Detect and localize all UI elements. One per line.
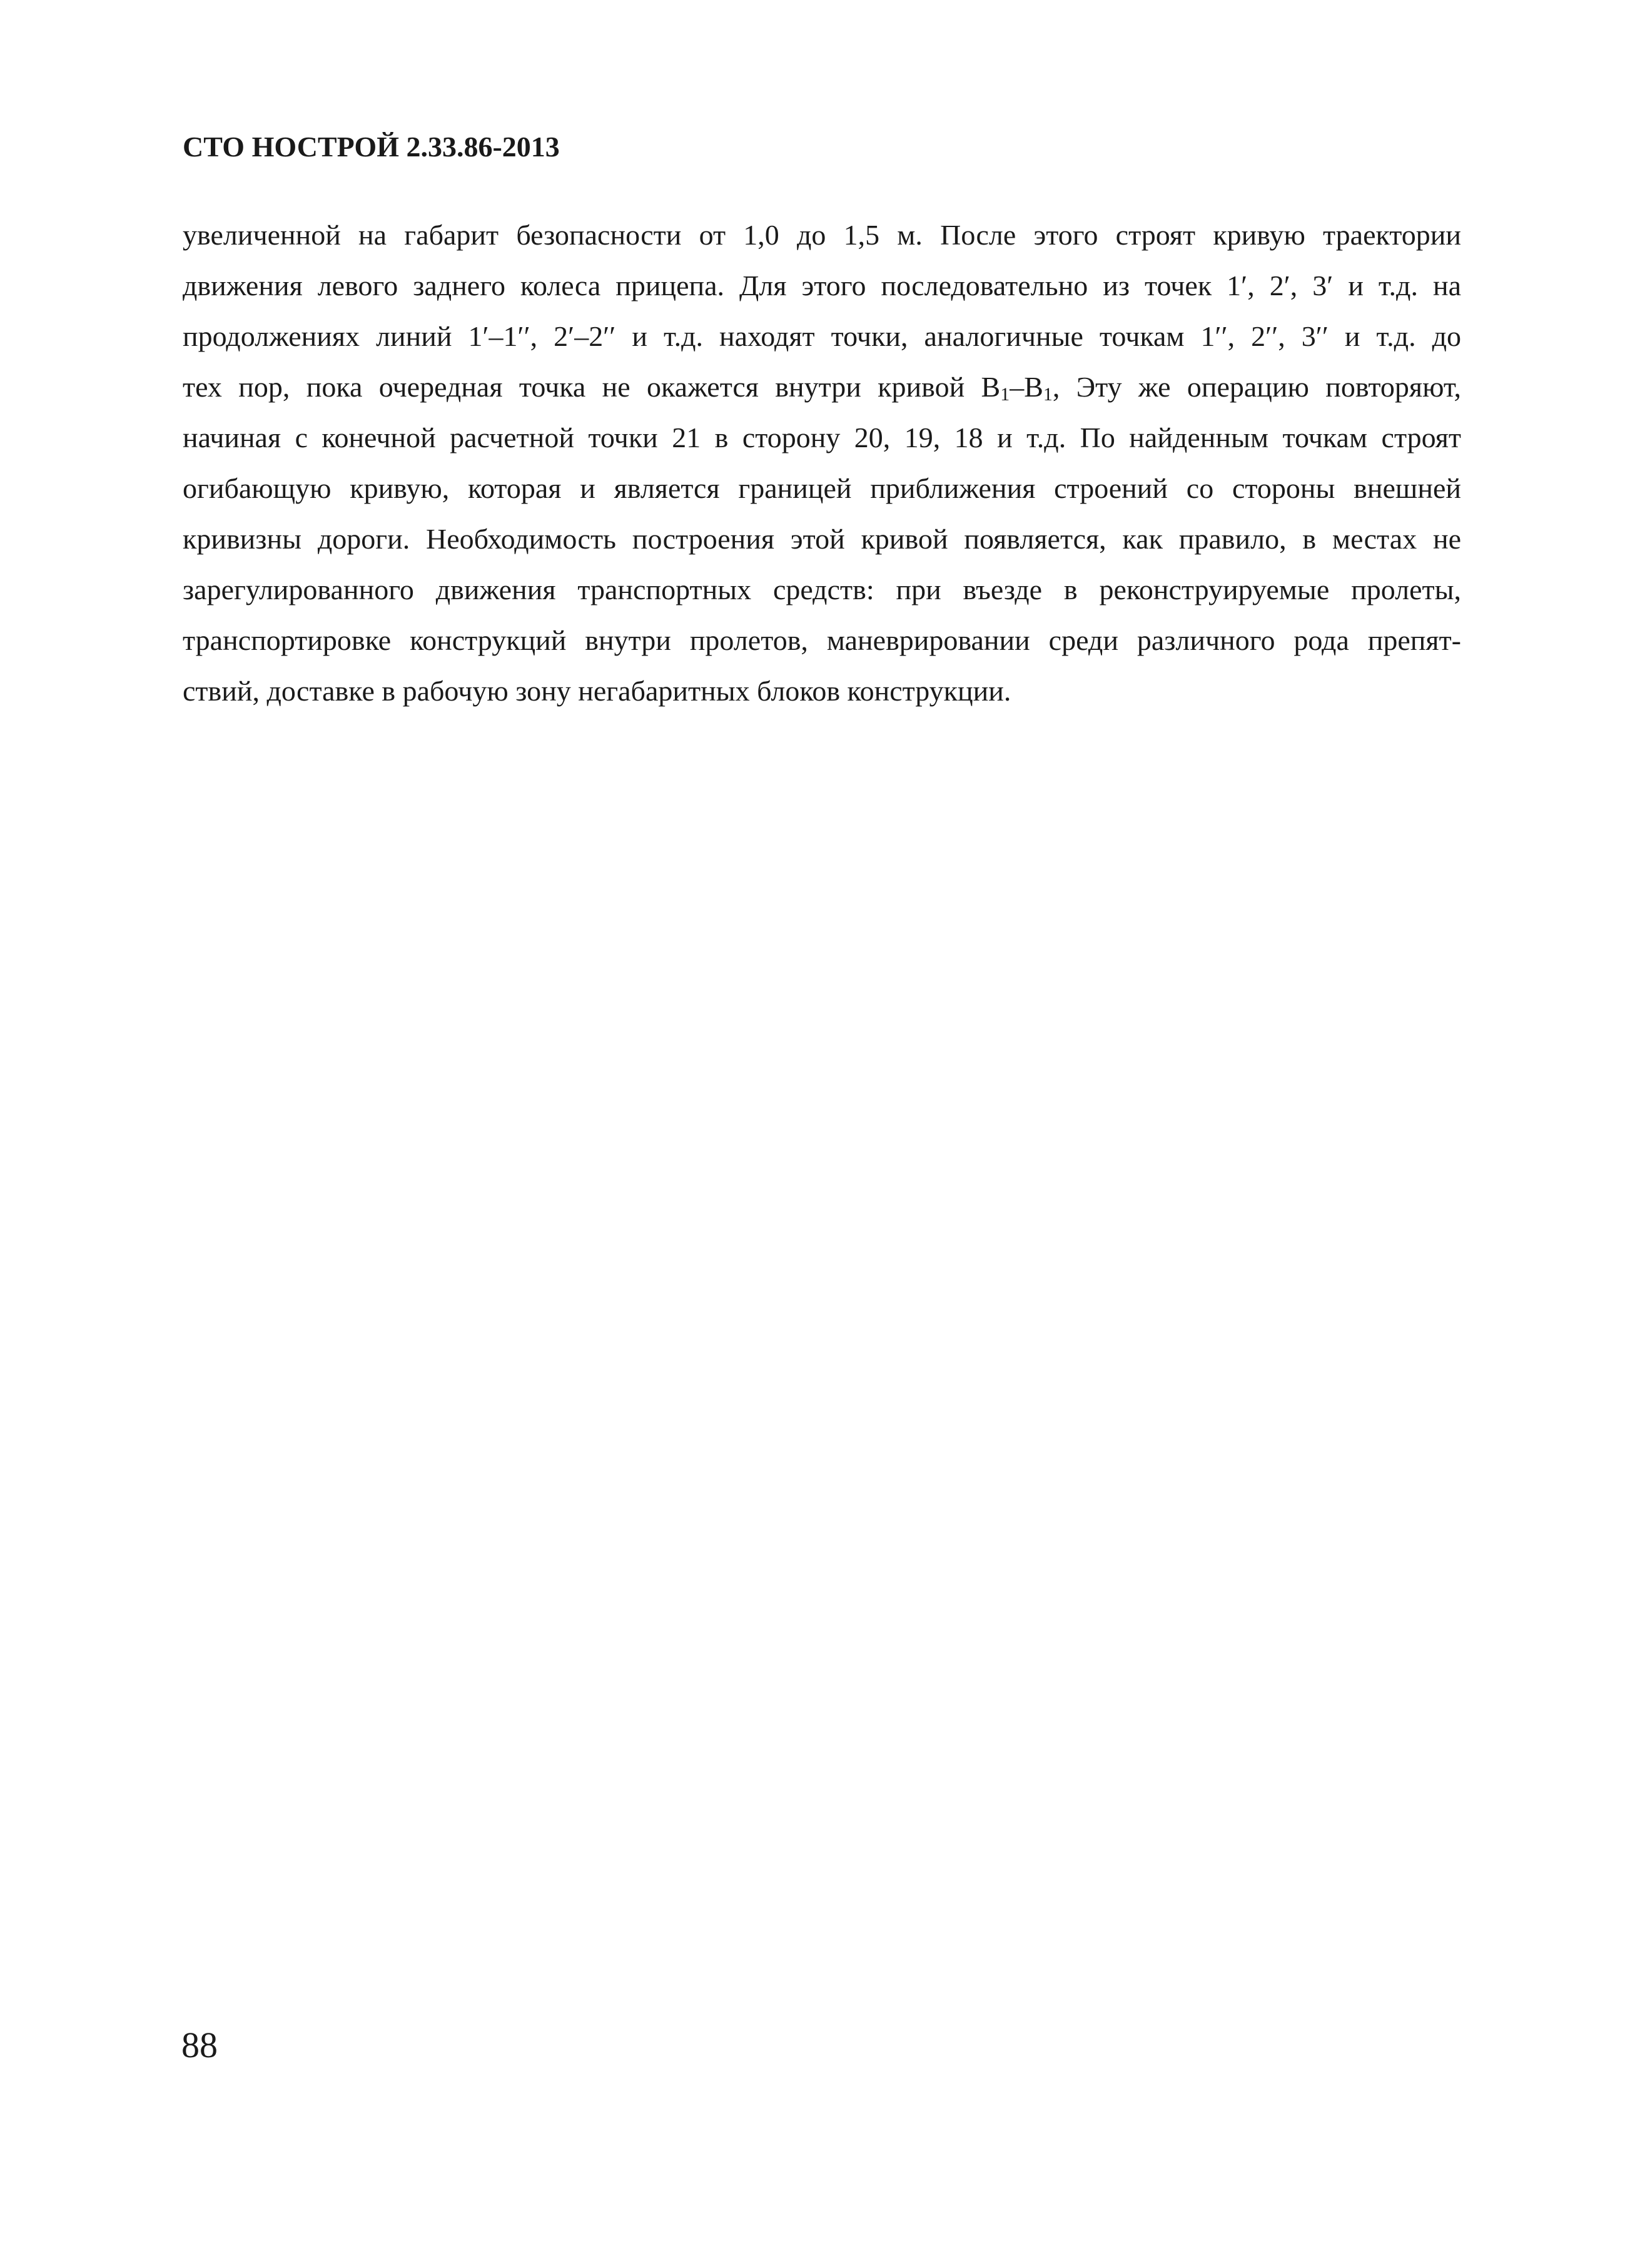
text-line: увеличенной на габарит безопасности от 1,0 до 1,5 м. После этого строят кривую траектории <box>183 219 1461 251</box>
document-code-header: СТО НОСТРОЙ 2.33.86-2013 <box>183 131 560 163</box>
text-fragment: , Эту же операцию повторяют, <box>1052 371 1461 403</box>
body-paragraph <box>183 210 1461 716</box>
text-fragment: тех пор, пока очередная точка не окажется внутри кривой В <box>183 371 1001 403</box>
subscript: 1 <box>1043 384 1053 405</box>
text-line-with-subscripts <box>183 362 1461 412</box>
subscript: 1 <box>1000 384 1010 405</box>
text-line: транспортировке конструкций внутри пролетов, маневрировании среди различного рода препят- <box>183 624 1461 656</box>
text-fragment: –В <box>1010 371 1043 403</box>
text-line: кривизны дороги. Необходимость построения этой кривой появляется, как правило, в местах не <box>183 523 1461 555</box>
text-line: начиная с конечной расчетной точки 21 в сторону 20, 19, 18 и т.д. По найденным точкам строят <box>183 422 1461 453</box>
text-line: движения левого заднего колеса прицепа. Для этого последовательно из точек 1′, 2′, 3′ и т.д. на <box>183 270 1461 301</box>
text-line: продолжениях линий 1′–1′′, 2′–2′′ и т.д. находят точки, аналогичные точкам 1′′, 2′′, 3′′ и т.д. до <box>183 320 1461 352</box>
text-line: зарегулированного движения транспортных средств: при въезде в реконструируемые пролеты, <box>183 574 1461 605</box>
text-line: ствий, доставке в рабочую зону негабаритных блоков конструкции. <box>183 675 1011 707</box>
text-line: огибающую кривую, которая и является границей приближения строений со стороны внешней <box>183 472 1461 504</box>
page-number: 88 <box>181 2025 218 2065</box>
